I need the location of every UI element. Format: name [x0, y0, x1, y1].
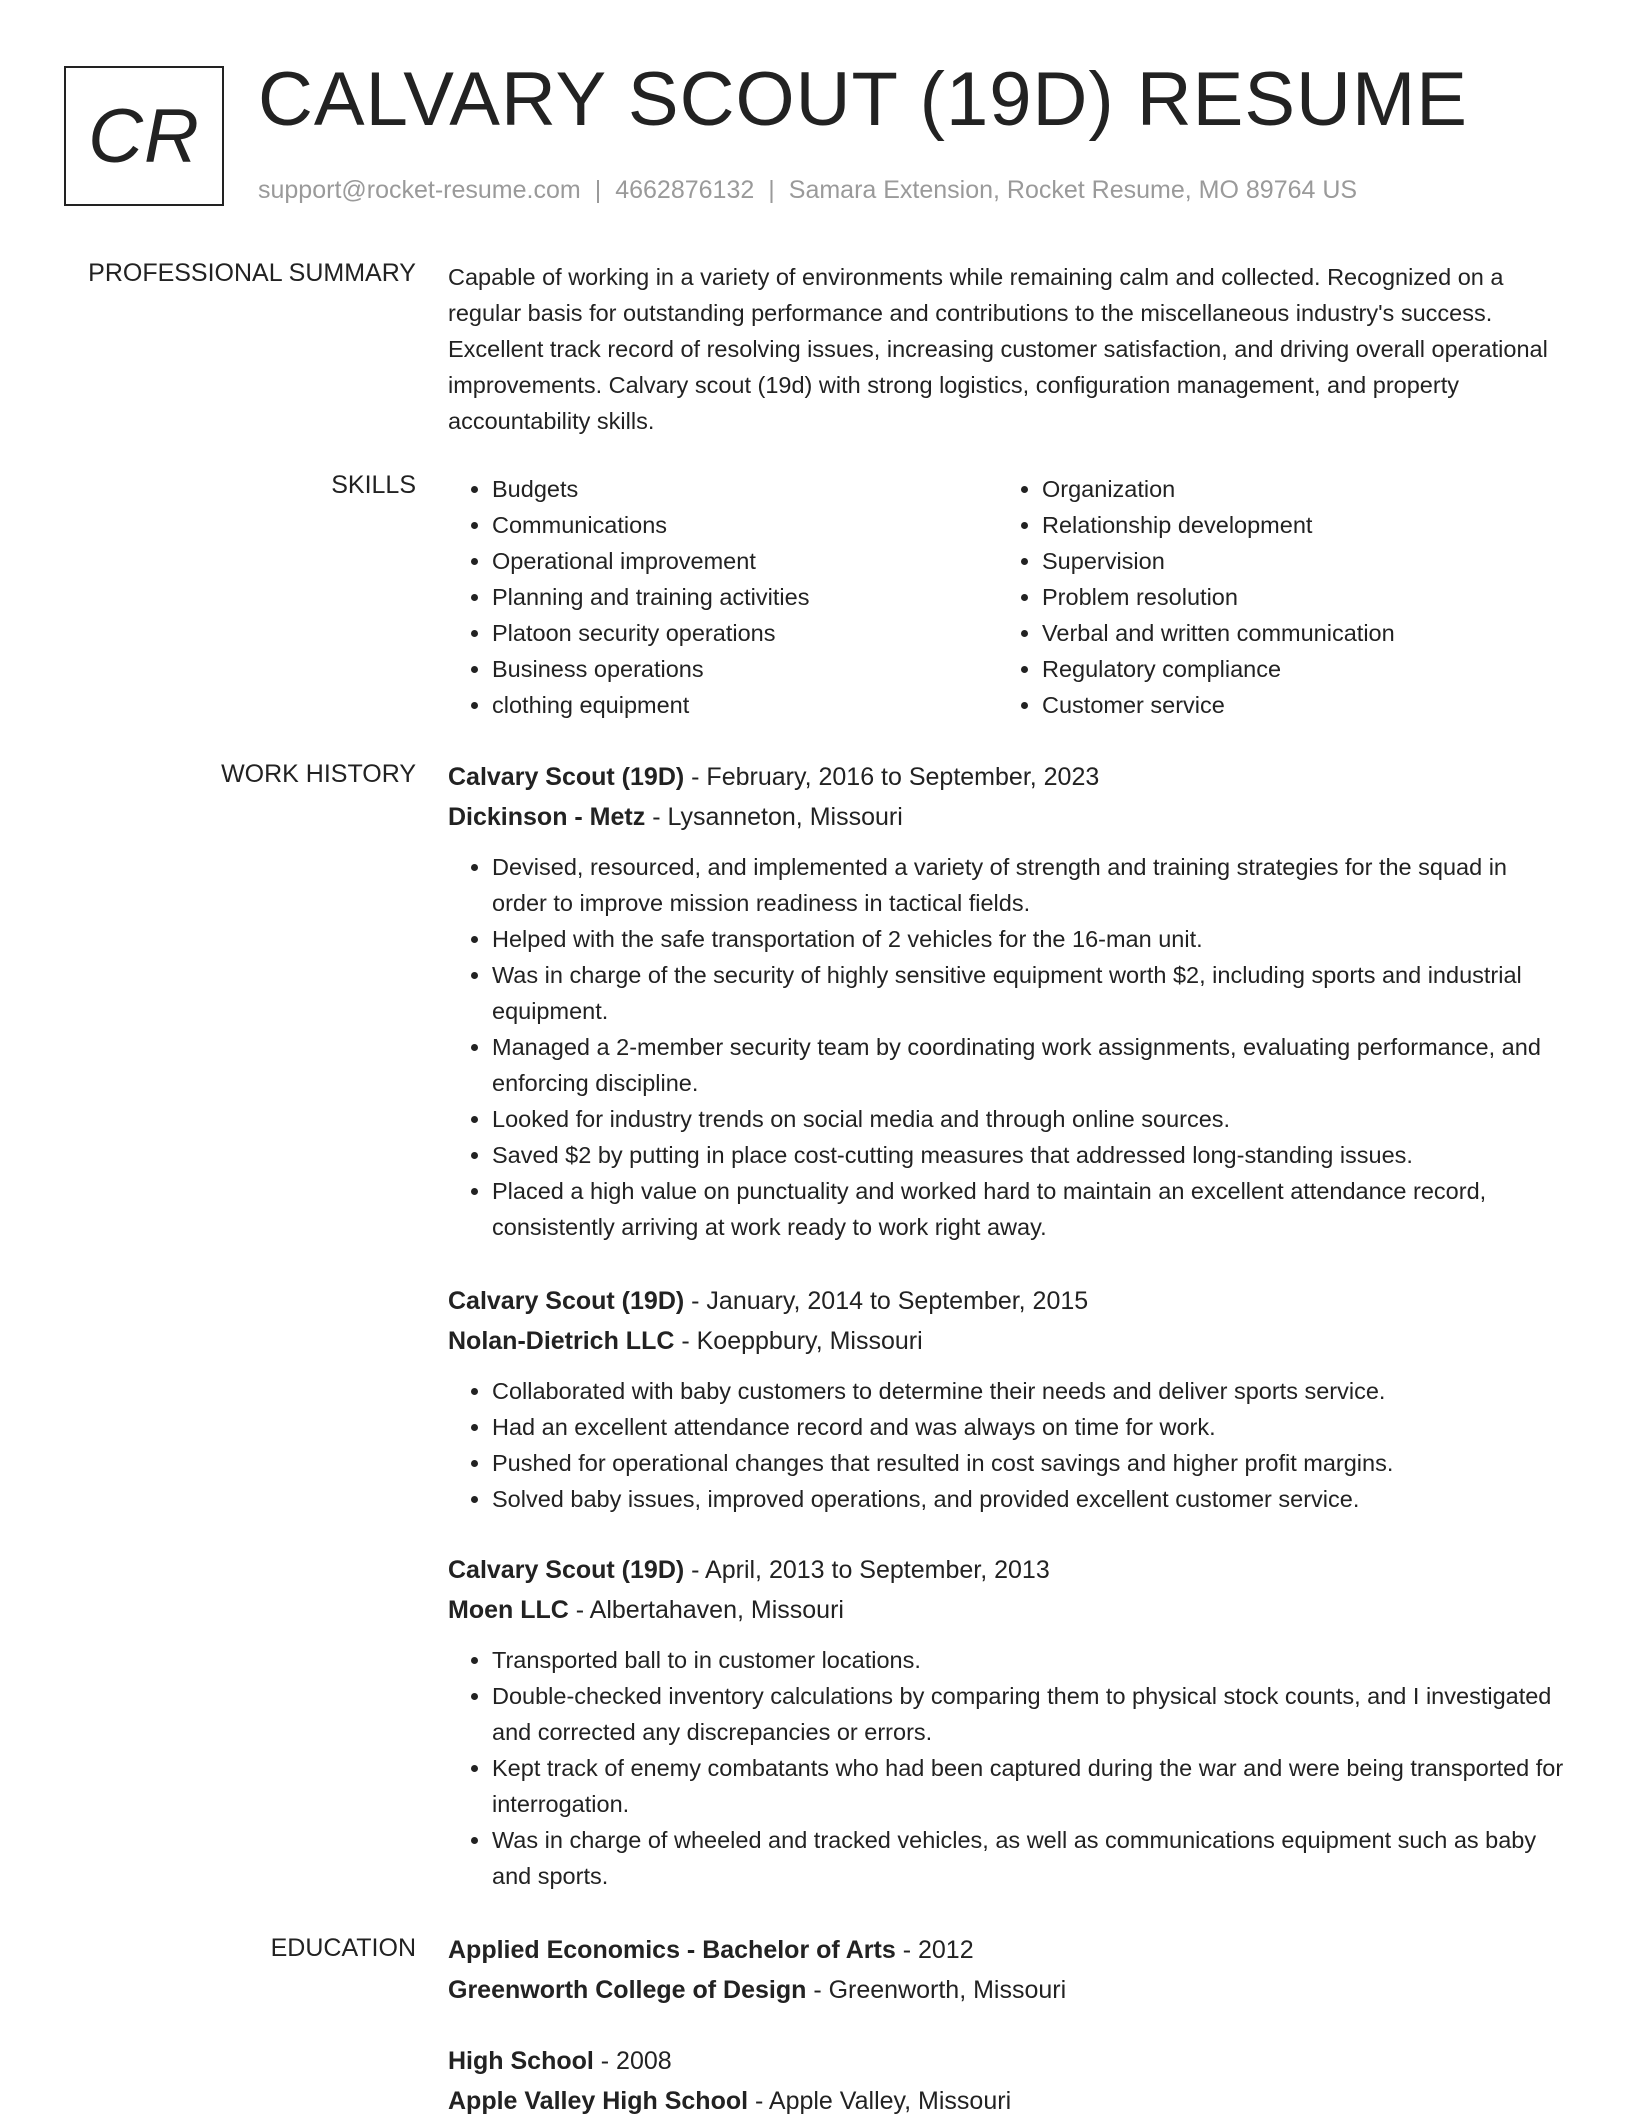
job-bullet: • Was in charge of wheeled and tracked vehicles, as well as communications equipment such as baby and sports.	[492, 1822, 1568, 1894]
skills-column-left	[448, 471, 998, 723]
education-degree-line	[448, 2041, 1568, 2081]
skill-item: • Budgets	[492, 471, 998, 507]
section-label-skills: SKILLS	[331, 471, 416, 499]
education-degree: Applied Economics - Bachelor of Arts	[448, 1936, 896, 1964]
job-bullet: • Placed a high value on punctuality and worked hard to maintain an excellent attendance record, consistently arriving at work ready to work right away.	[492, 1173, 1568, 1245]
contact-email[interactable]: support@rocket-resume.com	[258, 176, 581, 204]
summary-text: Capable of working in a variety of environments while remaining calm and collected. Recognized on a regular basis for outstanding performance and contributions to the miscellaneous industry's success. Excellent track record of resolving issues, increasing customer satisfaction, and driving overall operational improvements. Calvary scout (19d) with strong logistics, configuration management, and property accountability skills.	[448, 264, 1548, 434]
skill-item: • Operational improvement	[492, 543, 998, 579]
contact-address: Samara Extension, Rocket Resume, MO 89764 US	[788, 176, 1358, 204]
skill-item: • Communications	[492, 507, 998, 543]
job-title-line	[448, 1281, 1568, 1321]
summary-section	[448, 259, 1568, 439]
job-bullet: • Saved $2 by putting in place cost-cutting measures that addressed long-standing issues.	[492, 1137, 1568, 1173]
education-school: Apple Valley High School	[448, 2087, 749, 2115]
job-bullet: • Pushed for operational changes that resulted in cost savings and higher profit margins.	[492, 1445, 1568, 1481]
job-bullet: • Double-checked inventory calculations by comparing them to physical stock counts, and I investigated and corrected any discrepancies or errors.	[492, 1678, 1568, 1750]
job-company-line	[448, 797, 1568, 837]
job-title: Calvary Scout (19D)	[448, 1287, 685, 1315]
job-location: - Albertahaven, Missouri	[568, 1596, 844, 1624]
job-bullet: • Transported ball to in customer locations.	[492, 1642, 1568, 1678]
education-school-line	[448, 1970, 1568, 2010]
job-bullet: • Devised, resourced, and implemented a variety of strength and training strategies for the squad in order to improve mission readiness in tactical fields.	[492, 849, 1568, 921]
job-dates: - February, 2016 to September, 2023	[684, 763, 1100, 791]
job-company-line	[448, 1321, 1568, 1361]
education-school-line	[448, 2081, 1568, 2121]
contact-phone[interactable]: 4662876132	[615, 176, 755, 204]
skill-item: • Organization	[1042, 471, 1548, 507]
job-dates: - January, 2014 to September, 2015	[684, 1287, 1089, 1315]
skills-section	[448, 471, 1568, 723]
job-title: Calvary Scout (19D)	[448, 1556, 685, 1584]
job-company: Nolan-Dietrich LLC	[448, 1327, 675, 1355]
contact-separator: |	[768, 176, 775, 204]
education-year: - 2008	[593, 2047, 672, 2075]
job-title: Calvary Scout (19D)	[448, 763, 685, 791]
job-bullet: • Helped with the safe transportation of 2 vehicles for the 16-man unit.	[492, 921, 1568, 957]
job-company: Dickinson - Metz	[448, 803, 646, 831]
job-bullet: • Was in charge of the security of highly sensitive equipment worth $2, including sports and industrial equipment.	[492, 957, 1568, 1029]
monogram-logo: CR	[64, 66, 224, 206]
job-entry	[448, 757, 1568, 1245]
education-school: Greenworth College of Design	[448, 1976, 807, 2004]
skill-item: • Supervision	[1042, 543, 1548, 579]
job-company: Moen LLC	[448, 1596, 569, 1624]
contact-line	[258, 176, 1357, 205]
job-bullets	[448, 849, 1568, 1245]
skill-item: • Customer service	[1042, 687, 1548, 723]
job-bullet: • Managed a 2-member security team by coordinating work assignments, evaluating performance, and enforcing discipline.	[492, 1029, 1568, 1101]
education-degree: High School	[448, 2047, 594, 2075]
job-entry	[448, 1281, 1568, 1517]
education-entry	[448, 1930, 1568, 2010]
education-location: - Apple Valley, Missouri	[748, 2087, 1012, 2115]
education-location: - Greenworth, Missouri	[806, 1976, 1067, 2004]
job-bullet: • Looked for industry trends on social media and through online sources.	[492, 1101, 1568, 1137]
job-location: - Koeppbury, Missouri	[674, 1327, 923, 1355]
contact-separator: |	[594, 176, 602, 204]
education-entry	[448, 2041, 1568, 2121]
skill-item: • Verbal and written communication	[1042, 615, 1548, 651]
education-degree-line	[448, 1930, 1568, 1970]
skill-item: • Relationship development	[1042, 507, 1548, 543]
skill-item: • Planning and training activities	[492, 579, 998, 615]
job-title-line	[448, 1550, 1568, 1590]
skill-item: • clothing equipment	[492, 687, 998, 723]
job-bullets	[448, 1373, 1568, 1517]
job-entry	[448, 1550, 1568, 1894]
skills-column-right	[998, 471, 1548, 723]
section-label-summary: PROFESSIONAL SUMMARY	[88, 259, 416, 287]
job-bullet: • Kept track of enemy combatants who had been captured during the war and were being transported for interrogation.	[492, 1750, 1568, 1822]
section-label-education: EDUCATION	[270, 1934, 416, 1962]
skill-item: • Platoon security operations	[492, 615, 998, 651]
job-bullet: • Had an excellent attendance record and was always on time for work.	[492, 1409, 1568, 1445]
job-bullets	[448, 1642, 1568, 1894]
education-year: - 2012	[895, 1936, 974, 1964]
job-title-line	[448, 757, 1568, 797]
resume-title: CALVARY SCOUT (19D) RESUME	[258, 57, 1468, 142]
skill-item: • Business operations	[492, 651, 998, 687]
job-bullet: • Collaborated with baby customers to determine their needs and deliver sports service.	[492, 1373, 1568, 1409]
job-location: - Lysanneton, Missouri	[645, 803, 903, 831]
job-bullet: • Solved baby issues, improved operations, and provided excellent customer service.	[492, 1481, 1568, 1517]
skill-item: • Regulatory compliance	[1042, 651, 1548, 687]
job-company-line	[448, 1590, 1568, 1630]
job-dates: - April, 2013 to September, 2013	[684, 1556, 1050, 1584]
skill-item: • Problem resolution	[1042, 579, 1548, 615]
section-label-work-history: WORK HISTORY	[221, 760, 416, 788]
